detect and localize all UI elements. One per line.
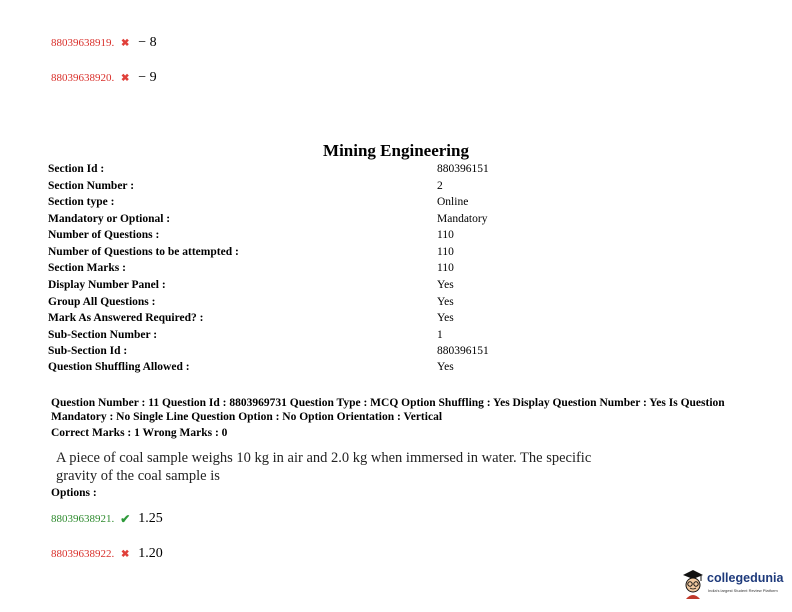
info-label: Mandatory or Optional : [48,213,171,225]
info-row [48,312,568,328]
cross-icon: ✖ [121,548,130,560]
info-row [48,296,568,312]
option-id: 88039638919. [51,37,115,49]
logo-name: collegedunia [707,571,784,585]
info-label: Number of Questions : [48,229,160,241]
option-id: 88039638920. [51,72,115,84]
info-value: Online [437,196,469,208]
info-value: 2 [437,180,443,192]
info-row [48,229,568,245]
option-row [51,546,163,562]
info-label: Section Number : [48,180,135,192]
info-row [48,262,568,278]
option-row [51,70,157,86]
info-value: Yes [437,361,454,373]
info-row [48,329,568,345]
option-value: − 8 [138,35,157,50]
cross-icon: ✖ [121,72,130,84]
cross-icon: ✖ [121,37,130,49]
option-id: 88039638922. [51,548,115,560]
info-row [48,279,568,295]
info-value: Yes [437,296,454,308]
mascot-icon [680,568,706,600]
question-text: A piece of coal sample weighs 10 kg in air and 2.0 kg when immersed in water. The specific gravity of the coal sample is [56,450,592,484]
option-id: 88039638921. [51,513,115,525]
option-value: 1.25 [138,511,163,526]
info-value: 110 [437,229,454,241]
check-icon: ✔ [120,511,131,526]
info-label: Number of Questions to be attempted : [48,246,239,258]
info-label: Section Marks : [48,262,126,274]
option-value: 1.20 [138,546,163,561]
question-meta: Question Number : 11 Question Id : 8803969731 Question Type : MCQ Option Shuffling : Yes Display Question Number : Yes Is Question Mandatory : No Single Line Question Option : No Option Orientation : Vertical [51,397,725,423]
info-value: Yes [437,312,454,324]
info-row [48,345,568,361]
logo-tagline: India's largest Student Review Platform [708,588,778,593]
info-label: Section type : [48,196,115,208]
info-row [48,246,568,262]
info-label: Question Shuffling Allowed : [48,361,190,373]
info-value: 110 [437,246,454,258]
info-label: Display Number Panel : [48,279,166,291]
question-marks: Correct Marks : 1 Wrong Marks : 0 [51,427,228,439]
info-value: Mandatory [437,213,488,225]
info-row [48,196,568,212]
option-value: − 9 [138,70,157,85]
collegedunia-logo [680,568,788,602]
info-row [48,180,568,196]
info-label: Group All Questions : [48,296,156,308]
info-value: 1 [437,329,443,341]
info-value: 880396151 [437,163,489,175]
info-label: Mark As Answered Required? : [48,312,204,324]
info-label: Section Id : [48,163,105,175]
info-row [48,361,568,377]
info-value: Yes [437,279,454,291]
section-title: Mining Engineering [323,141,469,160]
info-row [48,213,568,229]
options-label: Options : [51,487,97,499]
info-label: Sub-Section Id : [48,345,128,357]
info-label: Sub-Section Number : [48,329,158,341]
option-row [51,35,157,51]
info-value: 110 [437,262,454,274]
info-value: 880396151 [437,345,489,357]
info-row [48,163,568,179]
option-row [51,511,163,527]
